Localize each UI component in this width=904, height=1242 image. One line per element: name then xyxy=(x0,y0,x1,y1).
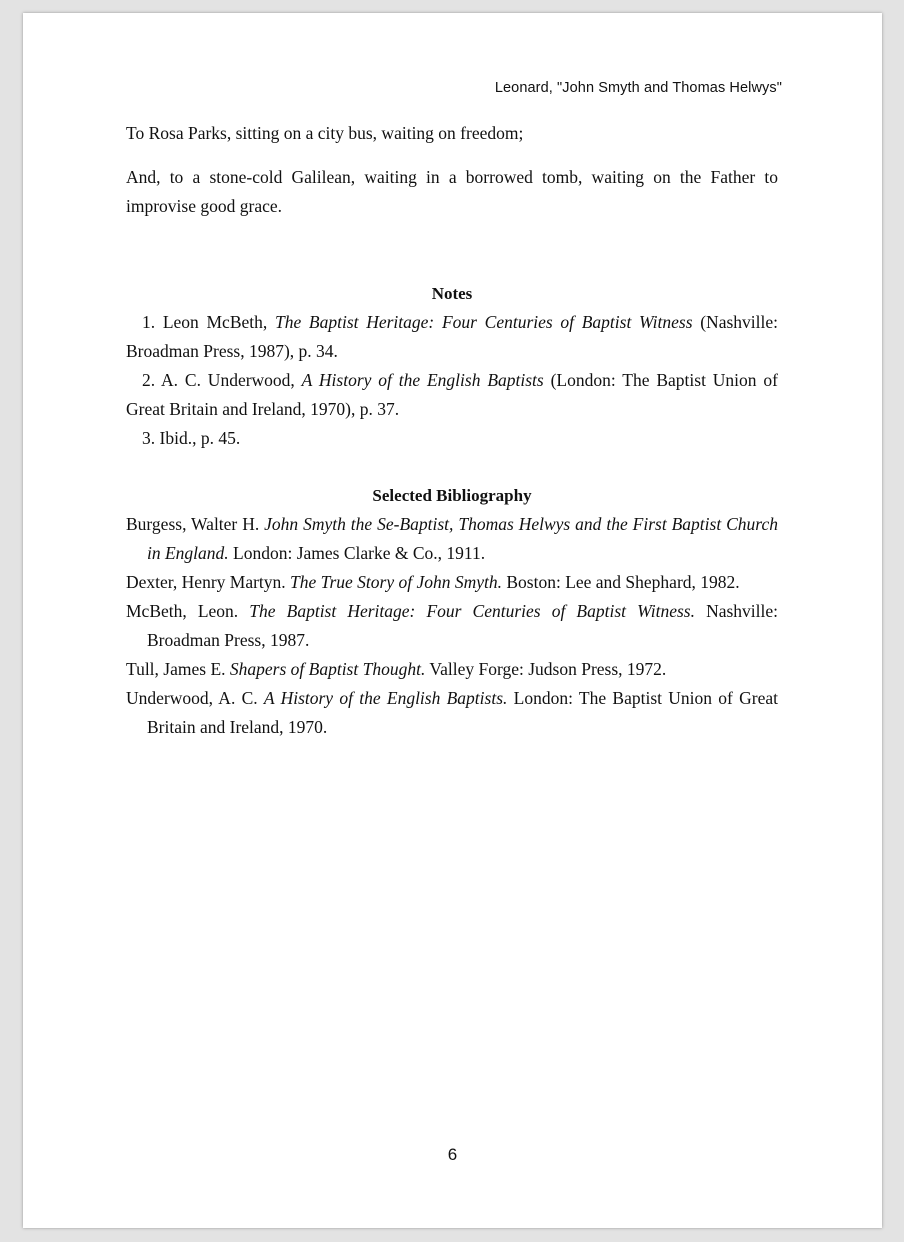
bibliography-list xyxy=(126,510,778,742)
notes-heading: Notes xyxy=(431,284,473,303)
page-number: 6 xyxy=(447,1145,458,1164)
bib-publication: London: James Clarke & Co., 1911. xyxy=(228,543,486,563)
bibliography-entry xyxy=(126,568,778,597)
bib-author: Burgess, Walter H. xyxy=(126,514,265,534)
note-item xyxy=(126,366,778,424)
body-paragraph: To Rosa Parks, sitting on a city bus, waiting on freedom; xyxy=(126,123,524,143)
bib-title: A History of the English Baptists. xyxy=(263,688,508,708)
note-item xyxy=(126,424,778,453)
bibliography-entry xyxy=(126,510,778,568)
note-suffix: (Nashville: Broadman Press, 1987), p. 34. xyxy=(126,312,778,361)
bib-author: Underwood, A. C. xyxy=(126,688,264,708)
bibliography-entry xyxy=(126,655,778,684)
notes-list xyxy=(126,308,778,453)
bib-publication: Valley Forge: Judson Press, 1972. xyxy=(425,659,667,679)
note-title: A History of the English Baptists xyxy=(301,370,544,390)
note-suffix: (London: The Baptist Union of Great Britain and Ireland, 1970), p. 37. xyxy=(126,370,778,419)
note-prefix: 2. A. C. Underwood, xyxy=(142,370,302,390)
note-prefix: 3. Ibid., p. 45. xyxy=(142,428,241,448)
bib-author: Dexter, Henry Martyn. xyxy=(126,572,291,592)
bib-author: Tull, James E. xyxy=(126,659,230,679)
bibliography-entry xyxy=(126,684,778,742)
bibliography-entry xyxy=(126,597,778,655)
bib-publication: London: The Baptist Union of Great Britain and Ireland, 1970. xyxy=(147,688,779,737)
bib-title: The True Story of John Smyth. xyxy=(290,572,502,592)
bib-title: The Baptist Heritage: Four Centuries of Baptist Witness. xyxy=(249,601,695,621)
note-title: The Baptist Heritage: Four Centuries of Baptist Witness xyxy=(274,312,693,332)
bib-publication: Nashville: Broadman Press, 1987. xyxy=(147,601,778,650)
bib-title: John Smyth the Se-Baptist, Thomas Helwys and the First Baptist Church in England. xyxy=(147,514,778,563)
note-item xyxy=(126,308,778,366)
document-page xyxy=(23,13,882,1228)
bib-publication: Boston: Lee and Shephard, 1982. xyxy=(501,572,740,592)
bib-title: Shapers of Baptist Thought. xyxy=(229,659,426,679)
bib-author: McBeth, Leon. xyxy=(126,601,250,621)
running-header: Leonard, "John Smyth and Thomas Helwys" xyxy=(494,80,782,96)
body-paragraph: And, to a stone-cold Galilean, waiting in a borrowed tomb, waiting on the Father to improvise good grace. xyxy=(126,167,778,216)
note-prefix: 1. Leon McBeth, xyxy=(142,312,275,332)
bibliography-heading: Selected Bibliography xyxy=(372,486,532,505)
